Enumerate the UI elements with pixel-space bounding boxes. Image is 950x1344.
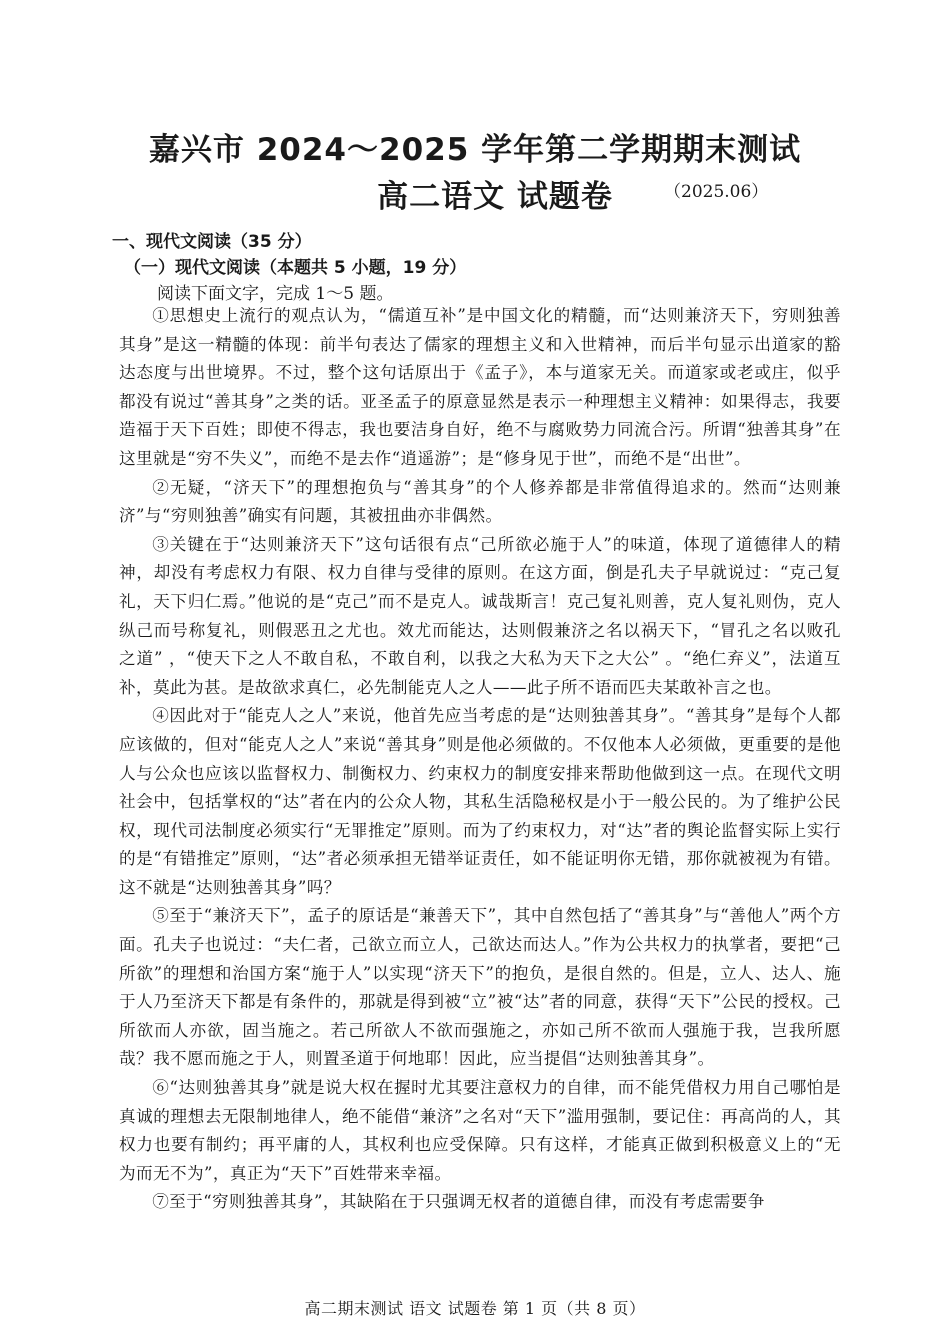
exam-subtitle-line	[0, 171, 950, 216]
paragraph-6: ⑥“达则独善其身”就是说大权在握时尤其要注意权力的自律，而不能凭借权力用自己哪怕是真诚的理想去无限制地律人，绝不能借“兼济”之名对“天下”滥用强制，要记住：再高尚的人，其权力也要有制约；再平庸的人，其权利也应受保障。只有这样，才能真正做到积极意义上的“无为而无不为”，真正为“天下”百姓带来幸福。	[119, 1078, 841, 1183]
reading-instruction: 阅读下面文字，完成 1～5 题。	[157, 284, 394, 304]
paragraph-2: ②无疑，“济天下”的理想抱负与“善其身”的个人修养都是非常值得追求的。然而“达则兼济”与“穷则独善”确实有问题，其被扭曲亦非偶然。	[119, 477, 841, 526]
section-heading: 一、现代文阅读（35 分）	[112, 232, 312, 252]
exam-date: （2025.06）	[664, 182, 769, 202]
paragraph-1: ①思想史上流行的观点认为，“儒道互补”是中国文化的精髓，而“达则兼济天下，穷则独善其身”是这一精髓的体现：前半句表达了儒家的理想主义和入世精神，而后半句显示出道家的豁达态度与出世境界。不过，整个这句话原出于《孟子》，本与道家无关。而道家或老或庄，似乎都没有说过“善其身”之类的话。亚圣孟子的原意显然是表示一种理想主义精神：如果得志，我要造福于天下百姓；即使不得志，我也要洁身自好，绝不与腐败势力同流合污。所谓“独善其身”在这里就是“穷不失义”，而绝不是去作“逍遥游”；是“修身见于世”，而绝不是“出世”。	[119, 306, 841, 468]
exam-subtitle: 高二语文 试题卷	[377, 179, 613, 215]
paragraph-3: ③关键在于“达则兼济天下”这句话很有点“己所欲必施于人”的味道，体现了道德律人的精神，却没有考虑权力有限、权力自律与受律的原则。在这方面，倒是孔夫子早就说过：“克己复礼，天下归仁焉。”他说的是“克己”而不是克人。诚哉斯言！克己复礼则善，克人复礼则伪，克人纵己而号称复礼，则假恶丑之尤也。效尤而能达，达则假兼济之名以祸天下，“冒孔之名以败孔之道” ，“使天下之人不敢自私，不敢自利，以我之大私为天下之大公” 。“绝仁弃义”，法道互补，莫此为甚。是故欲求真仁，必先制能克人之人——此子所不语而匹夫某敢补言之也。	[119, 534, 841, 697]
passage	[119, 302, 841, 1217]
subsection-heading: （一）现代文阅读（本题共 5 小题，19 分）	[124, 258, 467, 278]
exam-title: 嘉兴市 2024～2025 学年第二学期期末测试	[148, 132, 802, 168]
paragraph-5: ⑤至于“兼济天下”，孟子的原话是“兼善天下”，其中自然包括了“善其身”与“善他人”两个方面。孔夫子也说过：“夫仁者，己欲立而立人，己欲达而达人。”作为公共权力的执掌者，要把“己所欲”的理想和治国方案“施于人”以实现“济天下”的抱负，是很自然的。但是，立人、达人、施于人乃至济天下都是有条件的，那就是得到被“立”被“达”者的同意，获得“天下”公民的授权。己所欲而人亦欲，固当施之。若己所欲人不欲而强施之，亦如己所不欲而人强施于我，岂我所愿哉？我不愿而施之于人，则置圣道于何地耶！因此，应当提倡“达则独善其身”。	[119, 906, 841, 1069]
page-footer: 高二期末测试 语文 试题卷 第 1 页（共 8 页）	[304, 1299, 646, 1318]
paragraph-7: ⑦至于“穷则独善其身”，其缺陷在于只强调无权者的道德自律，而没有考虑需要争	[152, 1192, 765, 1212]
paragraph-4: ④因此对于“能克人之人”来说，他首先应当考虑的是“达则独善其身”。“善其身”是每个人都应该做的，但对“能克人之人”来说“善其身”则是他必须做的。不仅他本人必须做，更重要的是他人与公众也应该以监督权力、制衡权力、约束权力的制度安排来帮助他做到这一点。在现代文明社会中，包括掌权的“达”者在内的公众人物，其私生活隐秘权是小于一般公民的。为了维护公民权，现代司法制度必须实行“无罪推定”原则。而为了约束权力，对“达”者的舆论监督实际上实行的是“有错推定”原则，“达”者必须承担无错举证责任，如不能证明你无错，那你就被视为有错。这不就是“达则独善其身”吗？	[119, 706, 841, 897]
